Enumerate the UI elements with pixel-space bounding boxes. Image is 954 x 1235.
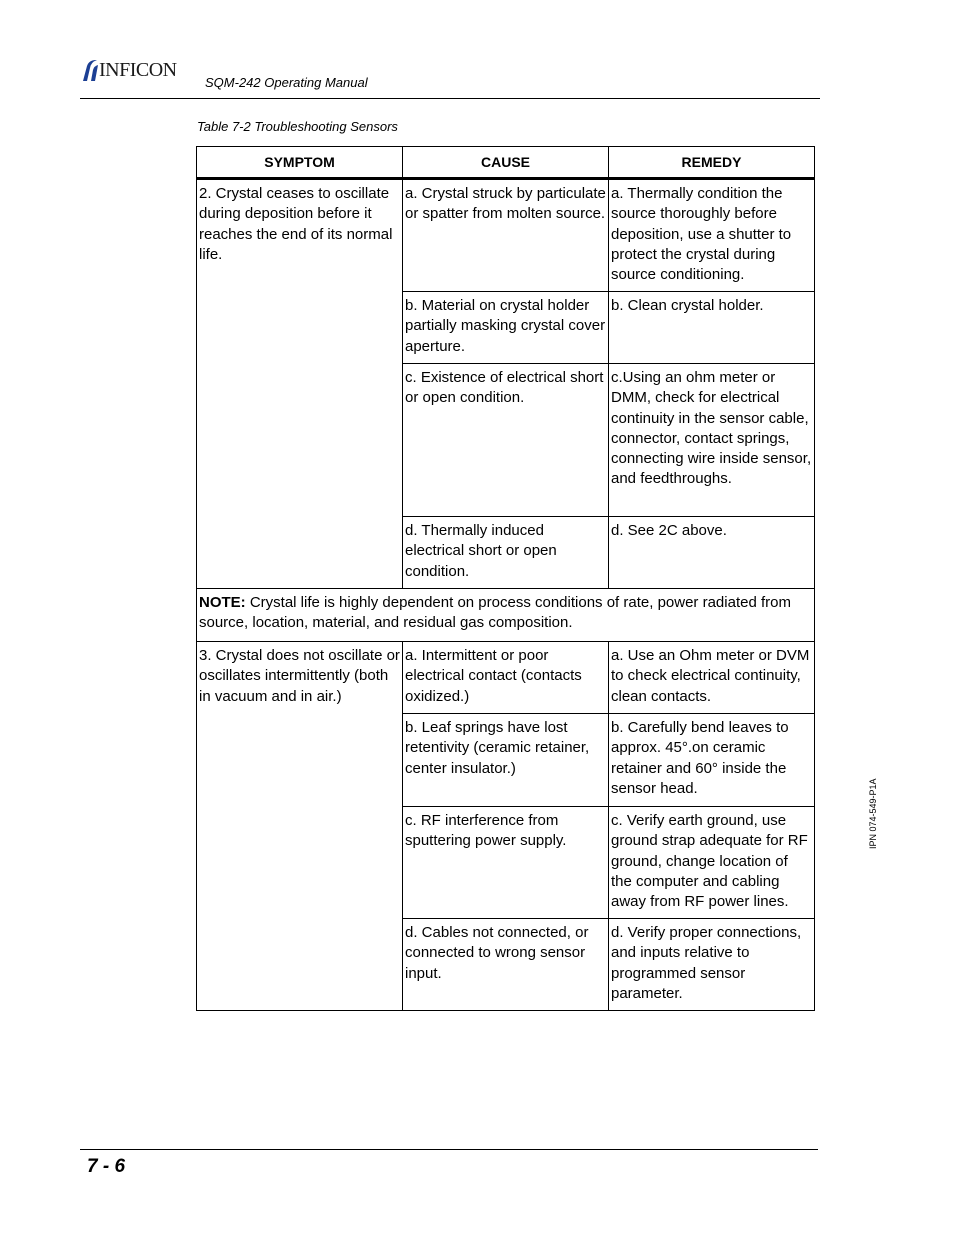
remedy-cell: d. Verify proper connections, and inputs relative to programmed sensor parameter. bbox=[609, 919, 815, 1011]
cause-cell: b. Material on crystal holder partially masking crystal cover aperture. bbox=[403, 292, 609, 364]
remedy-cell: b. Carefully bend leaves to approx. 45°.on ceramic retainer and 60° inside the sensor head. bbox=[609, 714, 815, 807]
page-number: 7 - 6 bbox=[87, 1156, 126, 1177]
remedy-cell: c. Verify earth ground, use ground strap adequate for RF ground, change location of the computer and cabling away from RF power lines. bbox=[609, 807, 815, 919]
note-row bbox=[197, 589, 815, 642]
note-label: NOTE: bbox=[199, 594, 246, 611]
cause-cell: a. Intermittent or poor electrical contact (contacts oxidized.) bbox=[403, 642, 609, 714]
side-document-code: IPN 074-549-P1A bbox=[868, 778, 878, 849]
remedy-cell: a. Thermally condition the source thoroughly before deposition, use a shutter to protect the crystal during source conditioning. bbox=[609, 179, 815, 292]
table-caption: Table 7-2 Troubleshooting Sensors bbox=[197, 119, 398, 134]
symptom-cell: 3. Crystal does not oscillate or oscillates intermittently (both in vacuum and in air.) bbox=[197, 642, 403, 1011]
note-cell bbox=[197, 589, 815, 642]
cause-cell: c. RF interference from sputtering power supply. bbox=[403, 807, 609, 919]
logo-text: INFICON bbox=[99, 59, 177, 81]
troubleshooting-table bbox=[196, 146, 815, 1011]
cause-cell: a. Crystal struck by particulate or spatter from molten source. bbox=[403, 179, 609, 292]
remedy-cell: d. See 2C above. bbox=[609, 517, 815, 589]
remedy-cell: b. Clean crystal holder. bbox=[609, 292, 815, 364]
symptom-cell: 2. Crystal ceases to oscillate during deposition before it reaches the end of its normal life. bbox=[197, 179, 403, 589]
note-text: Crystal life is highly dependent on process conditions of rate, power radiated from source, location, material, and residual gas composition. bbox=[199, 594, 791, 632]
table-row bbox=[197, 179, 815, 292]
inficon-logo-mark-icon bbox=[81, 58, 99, 82]
remedy-cell: c.Using an ohm meter or DMM, check for electrical continuity in the sensor cable, connector, contact springs, connecting wire inside sensor, and feedthroughs. bbox=[609, 364, 815, 517]
column-header-cause: CAUSE bbox=[403, 147, 609, 179]
cause-cell: c. Existence of electrical short or open condition. bbox=[403, 364, 609, 517]
cause-cell: b. Leaf springs have lost retentivity (ceramic retainer, center insulator.) bbox=[403, 714, 609, 807]
remedy-cell: a. Use an Ohm meter or DVM to check electrical continuity, clean contacts. bbox=[609, 642, 815, 714]
inficon-logo bbox=[81, 58, 196, 84]
cause-cell: d. Cables not connected, or connected to wrong sensor input. bbox=[403, 919, 609, 1011]
header-rule bbox=[80, 98, 820, 99]
table-row bbox=[197, 642, 815, 714]
document-title: SQM-242 Operating Manual bbox=[205, 75, 368, 90]
footer-rule bbox=[80, 1149, 818, 1150]
table-header-row bbox=[197, 147, 815, 179]
column-header-remedy: REMEDY bbox=[609, 147, 815, 179]
column-header-symptom: SYMPTOM bbox=[197, 147, 403, 179]
cause-cell: d. Thermally induced electrical short or open condition. bbox=[403, 517, 609, 589]
